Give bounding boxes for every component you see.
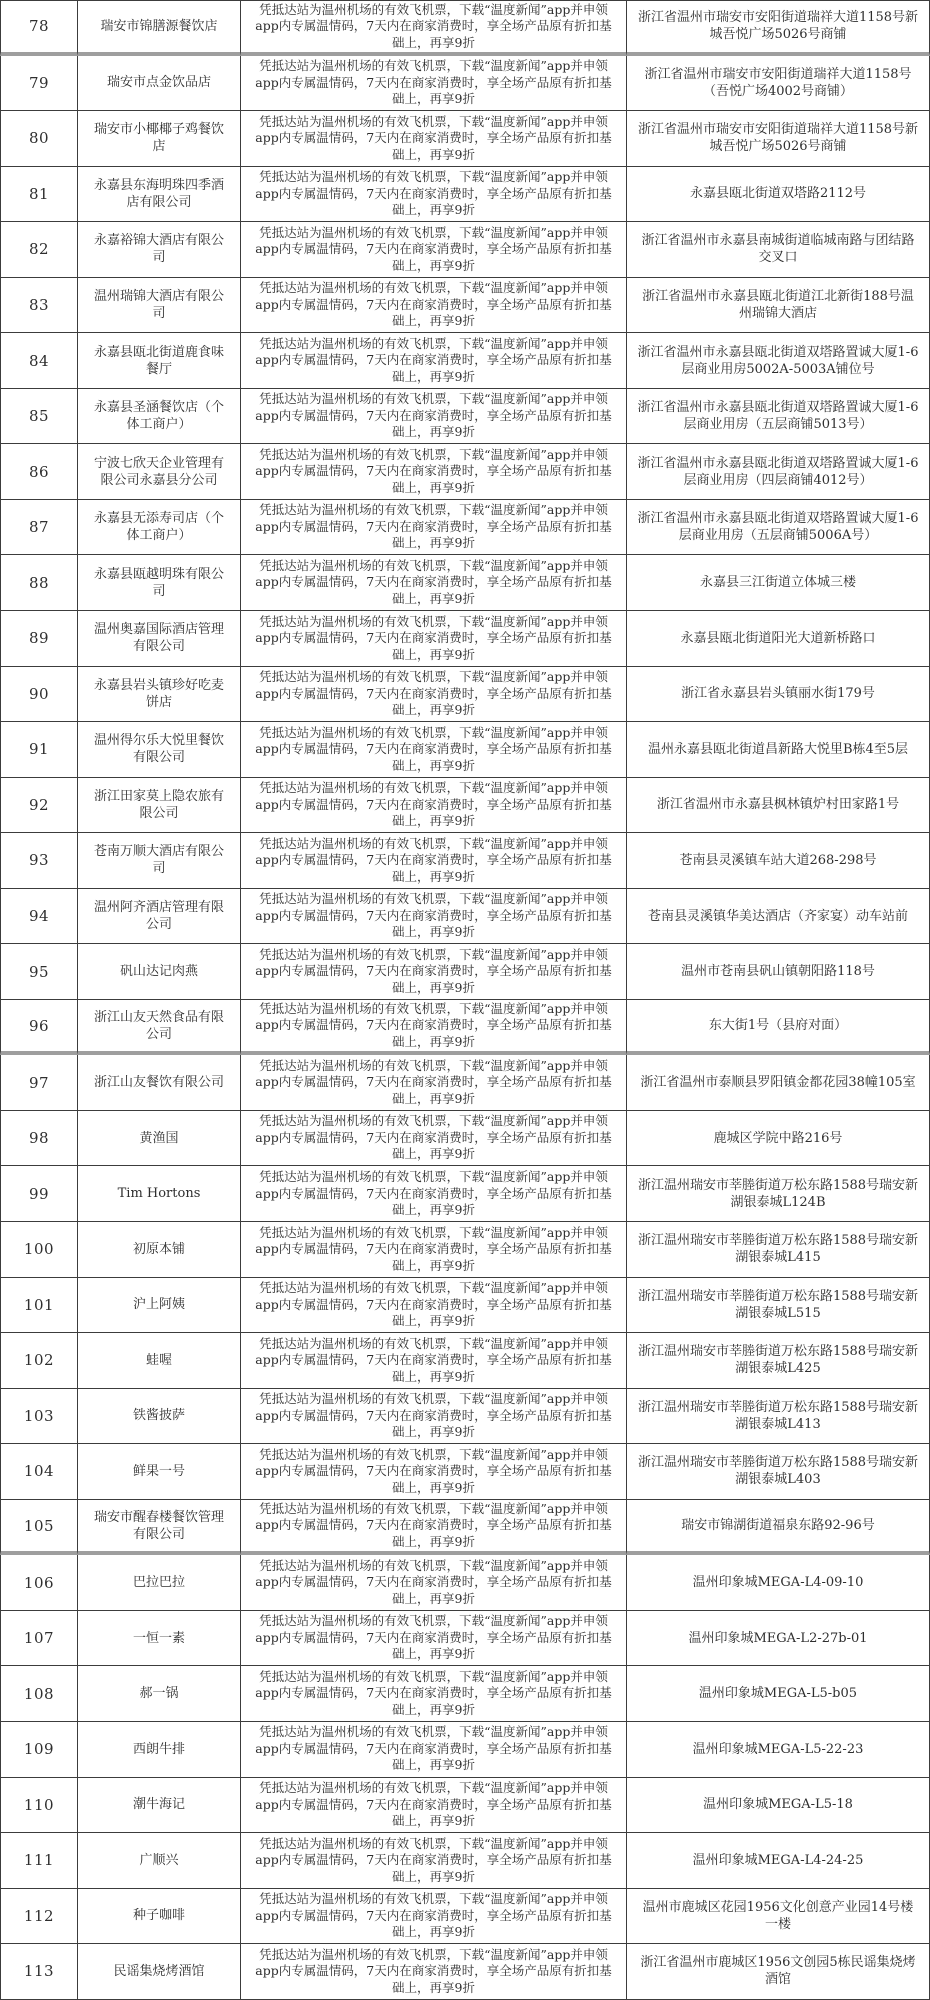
table-row — [0, 1000, 930, 1056]
offer-description-cell: 凭抵达站为温州机场的有效飞机票，下载“温度新闻”app并申领app内专属温情码，7天内在商家消费时，享全场产品原有折扣基础上，再享9折 — [241, 722, 627, 778]
offer-description-cell: 凭抵达站为温州机场的有效飞机票，下载“温度新闻”app并申领app内专属温情码，7天内在商家消费时，享全场产品原有折扣基础上，再享9折 — [241, 778, 627, 834]
row-number-cell: 80 — [0, 111, 78, 167]
merchant-name-cell: 蛙喔 — [78, 1333, 241, 1389]
row-number-cell: 99 — [0, 1166, 78, 1222]
merchant-name-cell: 沪上阿姨 — [78, 1278, 241, 1334]
table-row — [0, 1778, 930, 1834]
merchant-address-cell: 浙江省温州市瑞安市安阳街道瑞祥大道1158号新城吾悦广场5026号商铺 — [627, 111, 930, 167]
merchant-address-cell: 浙江省温州市永嘉县瓯北街道双塔路置诚大厦1-6层商业用房（五层商铺5013号） — [627, 389, 930, 445]
row-number-cell: 86 — [0, 444, 78, 500]
row-number-cell: 88 — [0, 555, 78, 611]
table-row — [0, 1666, 930, 1722]
merchant-name-cell: 永嘉县无添寿司店（个体工商户） — [78, 500, 241, 556]
row-number-cell: 100 — [0, 1222, 78, 1278]
table-row — [0, 1611, 930, 1667]
merchant-name-cell: 潮牛海记 — [78, 1778, 241, 1834]
merchant-name-cell: 宁波七欣天企业管理有限公司永嘉县分公司 — [78, 444, 241, 500]
merchant-name-cell: 巴拉巴拉 — [78, 1555, 241, 1611]
offer-description-cell: 凭抵达站为温州机场的有效飞机票，下载“温度新闻”app并申领app内专属温情码，7天内在商家消费时，享全场产品原有折扣基础上，再享9折 — [241, 0, 627, 56]
merchant-address-cell: 浙江温州瑞安市莘塍街道万松东路1588号瑞安新湖银泰城L425 — [627, 1333, 930, 1389]
offer-description-cell: 凭抵达站为温州机场的有效飞机票，下载“温度新闻”app并申领app内专属温情码，7天内在商家消费时，享全场产品原有折扣基础上，再享9折 — [241, 333, 627, 389]
table-row — [0, 778, 930, 834]
merchant-address-cell: 浙江温州瑞安市莘塍街道万松东路1588号瑞安新湖银泰城L415 — [627, 1222, 930, 1278]
row-number-cell: 98 — [0, 1111, 78, 1167]
row-number-cell: 79 — [0, 56, 78, 112]
row-number-cell: 89 — [0, 611, 78, 667]
table-row — [0, 278, 930, 334]
table-row — [0, 333, 930, 389]
table-row — [0, 1222, 930, 1278]
merchant-name-cell: 温州瑞锦大酒店有限公司 — [78, 278, 241, 334]
merchant-address-cell: 瑞安市锦湖街道福泉东路92-96号 — [627, 1500, 930, 1556]
merchant-name-cell: 鲜果一号 — [78, 1444, 241, 1500]
offer-description-cell: 凭抵达站为温州机场的有效飞机票，下载“温度新闻”app并申领app内专属温情码，7天内在商家消费时，享全场产品原有折扣基础上，再享9折 — [241, 1222, 627, 1278]
merchant-name-cell: 初原本铺 — [78, 1222, 241, 1278]
table-row — [0, 1555, 930, 1611]
offer-description-cell: 凭抵达站为温州机场的有效飞机票，下载“温度新闻”app并申领app内专属温情码，7天内在商家消费时，享全场产品原有折扣基础上，再享9折 — [241, 167, 627, 223]
table-row — [0, 0, 930, 56]
offer-description-cell: 凭抵达站为温州机场的有效飞机票，下载“温度新闻”app并申领app内专属温情码，7天内在商家消费时，享全场产品原有折扣基础上，再享9折 — [241, 833, 627, 889]
merchant-address-cell: 浙江温州瑞安市莘塍街道万松东路1588号瑞安新湖银泰城L403 — [627, 1444, 930, 1500]
row-number-cell: 85 — [0, 389, 78, 445]
merchant-address-cell: 浙江温州瑞安市莘塍街道万松东路1588号瑞安新湖银泰城L413 — [627, 1389, 930, 1445]
row-number-cell: 111 — [0, 1833, 78, 1889]
offer-description-cell: 凭抵达站为温州机场的有效飞机票，下载“温度新闻”app并申领app内专属温情码，7天内在商家消费时，享全场产品原有折扣基础上，再享9折 — [241, 500, 627, 556]
offer-description-cell: 凭抵达站为温州机场的有效飞机票，下载“温度新闻”app并申领app内专属温情码，7天内在商家消费时，享全场产品原有折扣基础上，再享9折 — [241, 1555, 627, 1611]
row-number-cell: 105 — [0, 1500, 78, 1556]
row-number-cell: 90 — [0, 667, 78, 723]
merchant-name-cell: 民谣集烧烤酒馆 — [78, 1944, 241, 2000]
merchant-address-cell: 浙江省温州市瑞安市安阳街道瑞祥大道1158号（吾悦广场4002号商铺） — [627, 56, 930, 112]
offer-description-cell: 凭抵达站为温州机场的有效飞机票，下载“温度新闻”app并申领app内专属温情码，7天内在商家消费时，享全场产品原有折扣基础上，再享9折 — [241, 1889, 627, 1945]
table-row — [0, 222, 930, 278]
merchant-name-cell: 永嘉县东海明珠四季酒店有限公司 — [78, 167, 241, 223]
offer-description-cell: 凭抵达站为温州机场的有效飞机票，下载“温度新闻”app并申领app内专属温情码，7天内在商家消费时，享全场产品原有折扣基础上，再享9折 — [241, 111, 627, 167]
row-number-cell: 110 — [0, 1778, 78, 1834]
merchant-address-cell: 永嘉县瓯北街道双塔路2112号 — [627, 167, 930, 223]
merchant-address-cell: 浙江省温州市泰顺县罗阳镇金都花园38幢105室 — [627, 1055, 930, 1111]
merchant-name-cell: 永嘉裕锦大酒店有限公司 — [78, 222, 241, 278]
row-number-cell: 108 — [0, 1666, 78, 1722]
offer-description-cell: 凭抵达站为温州机场的有效飞机票，下载“温度新闻”app并申领app内专属温情码，7天内在商家消费时，享全场产品原有折扣基础上，再享9折 — [241, 389, 627, 445]
row-number-cell: 94 — [0, 889, 78, 945]
merchant-address-cell: 永嘉县瓯北街道阳光大道新桥路口 — [627, 611, 930, 667]
table-row — [0, 1055, 930, 1111]
merchant-name-cell: 永嘉县圣涵餐饮店（个体工商户） — [78, 389, 241, 445]
offer-description-cell: 凭抵达站为温州机场的有效飞机票，下载“温度新闻”app并申领app内专属温情码，7天内在商家消费时，享全场产品原有折扣基础上，再享9折 — [241, 1611, 627, 1667]
table-row — [0, 667, 930, 723]
merchant-name-cell: 一恒一素 — [78, 1611, 241, 1667]
row-number-cell: 112 — [0, 1889, 78, 1945]
row-number-cell: 101 — [0, 1278, 78, 1334]
row-number-cell: 97 — [0, 1055, 78, 1111]
merchant-name-cell: 西朗牛排 — [78, 1722, 241, 1778]
offer-description-cell: 凭抵达站为温州机场的有效飞机票，下载“温度新闻”app并申领app内专属温情码，7天内在商家消费时，享全场产品原有折扣基础上，再享9折 — [241, 1500, 627, 1556]
table-row — [0, 1166, 930, 1222]
row-number-cell: 81 — [0, 167, 78, 223]
merchant-address-cell: 浙江省温州市永嘉县瓯北街道双塔路置诚大厦1-6层商业用房5002A-5003A铺位号 — [627, 333, 930, 389]
table-row — [0, 833, 930, 889]
table-row — [0, 1389, 930, 1445]
offer-description-cell: 凭抵达站为温州机场的有效飞机票，下载“温度新闻”app并申领app内专属温情码，7天内在商家消费时，享全场产品原有折扣基础上，再享9折 — [241, 278, 627, 334]
row-number-cell: 78 — [0, 0, 78, 56]
merchant-address-cell: 浙江省温州市永嘉县瓯北街道江北新街188号温州瑞锦大酒店 — [627, 278, 930, 334]
merchant-name-cell: 温州得尔乐大悦里餐饮有限公司 — [78, 722, 241, 778]
row-number-cell: 87 — [0, 500, 78, 556]
table-row — [0, 1278, 930, 1334]
merchant-address-cell: 鹿城区学院中路216号 — [627, 1111, 930, 1167]
offer-description-cell: 凭抵达站为温州机场的有效飞机票，下载“温度新闻”app并申领app内专属温情码，7天内在商家消费时，享全场产品原有折扣基础上，再享9折 — [241, 555, 627, 611]
merchant-address-cell: 浙江省温州市永嘉县南城街道临城南路与团结路交叉口 — [627, 222, 930, 278]
row-number-cell: 84 — [0, 333, 78, 389]
table-row — [0, 444, 930, 500]
merchant-address-cell: 浙江省温州市永嘉县瓯北街道双塔路置诚大厦1-6层商业用房（四层商铺4012号） — [627, 444, 930, 500]
merchant-address-cell: 温州印象城MEGA-L5-b05 — [627, 1666, 930, 1722]
merchant-address-cell: 浙江温州瑞安市莘塍街道万松东路1588号瑞安新湖银泰城L124B — [627, 1166, 930, 1222]
row-number-cell: 92 — [0, 778, 78, 834]
merchant-name-cell: 浙江山友天然食品有限公司 — [78, 1000, 241, 1056]
row-number-cell: 104 — [0, 1444, 78, 1500]
merchant-name-cell: 种子咖啡 — [78, 1889, 241, 1945]
row-number-cell: 95 — [0, 944, 78, 1000]
offer-description-cell: 凭抵达站为温州机场的有效飞机票，下载“温度新闻”app并申领app内专属温情码，7天内在商家消费时，享全场产品原有折扣基础上，再享9折 — [241, 444, 627, 500]
merchant-address-cell: 温州印象城MEGA-L5-22-23 — [627, 1722, 930, 1778]
offer-description-cell: 凭抵达站为温州机场的有效飞机票，下载“温度新闻”app并申领app内专属温情码，7天内在商家消费时，享全场产品原有折扣基础上，再享9折 — [241, 1278, 627, 1334]
table-row — [0, 500, 930, 556]
merchant-name-cell: 温州奥嘉国际酒店管理有限公司 — [78, 611, 241, 667]
table-row — [0, 722, 930, 778]
table-row — [0, 1722, 930, 1778]
table-row — [0, 555, 930, 611]
row-number-cell: 106 — [0, 1555, 78, 1611]
row-number-cell: 82 — [0, 222, 78, 278]
merchant-address-cell: 苍南县灵溪镇华美达酒店（齐家宴）动车站前 — [627, 889, 930, 945]
merchant-address-cell: 永嘉县三江街道立体城三楼 — [627, 555, 930, 611]
offer-description-cell: 凭抵达站为温州机场的有效飞机票，下载“温度新闻”app并申领app内专属温情码，7天内在商家消费时，享全场产品原有折扣基础上，再享9折 — [241, 944, 627, 1000]
merchant-address-cell: 东大街1号（县府对面） — [627, 1000, 930, 1056]
table-row — [0, 111, 930, 167]
merchant-address-cell: 苍南县灵溪镇车站大道268-298号 — [627, 833, 930, 889]
table-row — [0, 1333, 930, 1389]
table-row — [0, 1889, 930, 1945]
offer-description-cell: 凭抵达站为温州机场的有效飞机票，下载“温度新闻”app并申领app内专属温情码，7天内在商家消费时，享全场产品原有折扣基础上，再享9折 — [241, 222, 627, 278]
merchant-name-cell: 矾山达记肉燕 — [78, 944, 241, 1000]
row-number-cell: 96 — [0, 1000, 78, 1056]
merchant-address-cell: 浙江省温州市鹿城区1956文创园5栋民谣集烧烤酒馆 — [627, 1944, 930, 2000]
row-number-cell: 109 — [0, 1722, 78, 1778]
merchant-name-cell: 瑞安市锦膳源餐饮店 — [78, 0, 241, 56]
merchant-address-cell: 温州印象城MEGA-L2-27b-01 — [627, 1611, 930, 1667]
merchant-address-cell: 浙江省温州市瑞安市安阳街道瑞祥大道1158号新城吾悦广场5026号商铺 — [627, 0, 930, 56]
merchant-address-cell: 温州市苍南县矾山镇朝阳路118号 — [627, 944, 930, 1000]
offer-description-cell: 凭抵达站为温州机场的有效飞机票，下载“温度新闻”app并申领app内专属温情码，7天内在商家消费时，享全场产品原有折扣基础上，再享9折 — [241, 1389, 627, 1445]
merchant-name-cell: 苍南万顺大酒店有限公司 — [78, 833, 241, 889]
offer-description-cell: 凭抵达站为温州机场的有效飞机票，下载“温度新闻”app并申领app内专属温情码，7天内在商家消费时，享全场产品原有折扣基础上，再享9折 — [241, 889, 627, 945]
row-number-cell: 83 — [0, 278, 78, 334]
table-row — [0, 167, 930, 223]
merchant-name-cell: 瑞安市醒春楼餐饮管理有限公司 — [78, 1500, 241, 1556]
offer-description-cell: 凭抵达站为温州机场的有效飞机票，下载“温度新闻”app并申领app内专属温情码，7天内在商家消费时，享全场产品原有折扣基础上，再享9折 — [241, 1333, 627, 1389]
merchant-address-cell: 浙江省温州市永嘉县瓯北街道双塔路置诚大厦1-6层商业用房（五层商铺5006A号） — [627, 500, 930, 556]
merchant-name-cell: 浙江田家莫上隐农旅有限公司 — [78, 778, 241, 834]
merchant-name-cell: 永嘉县瓯越明珠有限公司 — [78, 555, 241, 611]
merchant-name-cell: Tim Hortons — [78, 1166, 241, 1222]
row-number-cell: 103 — [0, 1389, 78, 1445]
offer-description-cell: 凭抵达站为温州机场的有效飞机票，下载“温度新闻”app并申领app内专属温情码，7天内在商家消费时，享全场产品原有折扣基础上，再享9折 — [241, 1722, 627, 1778]
merchant-name-cell: 广顺兴 — [78, 1833, 241, 1889]
merchant-address-cell: 温州印象城MEGA-L4-09-10 — [627, 1555, 930, 1611]
table-row — [0, 1500, 930, 1556]
row-number-cell: 113 — [0, 1944, 78, 2000]
merchant-address-cell: 浙江省温州市永嘉县枫林镇炉村田家路1号 — [627, 778, 930, 834]
row-number-cell: 107 — [0, 1611, 78, 1667]
merchant-name-cell: 黄渔国 — [78, 1111, 241, 1167]
offer-description-cell: 凭抵达站为温州机场的有效飞机票，下载“温度新闻”app并申领app内专属温情码，7天内在商家消费时，享全场产品原有折扣基础上，再享9折 — [241, 1944, 627, 2000]
merchant-address-cell: 浙江温州瑞安市莘塍街道万松东路1588号瑞安新湖银泰城L515 — [627, 1278, 930, 1334]
table-row — [0, 1111, 930, 1167]
merchant-address-cell: 温州印象城MEGA-L5-18 — [627, 1778, 930, 1834]
offer-description-cell: 凭抵达站为温州机场的有效飞机票，下载“温度新闻”app并申领app内专属温情码，7天内在商家消费时，享全场产品原有折扣基础上，再享9折 — [241, 1778, 627, 1834]
offer-description-cell: 凭抵达站为温州机场的有效飞机票，下载“温度新闻”app并申领app内专属温情码，7天内在商家消费时，享全场产品原有折扣基础上，再享9折 — [241, 1166, 627, 1222]
offer-description-cell: 凭抵达站为温州机场的有效飞机票，下载“温度新闻”app并申领app内专属温情码，7天内在商家消费时，享全场产品原有折扣基础上，再享9折 — [241, 1666, 627, 1722]
offer-description-cell: 凭抵达站为温州机场的有效飞机票，下载“温度新闻”app并申领app内专属温情码，7天内在商家消费时，享全场产品原有折扣基础上，再享9折 — [241, 1833, 627, 1889]
table-row — [0, 1444, 930, 1500]
merchant-address-cell: 温州市鹿城区花园1956文化创意产业园14号楼一楼 — [627, 1889, 930, 1945]
merchant-name-cell: 铁酱披萨 — [78, 1389, 241, 1445]
merchant-address-cell: 温州印象城MEGA-L4-24-25 — [627, 1833, 930, 1889]
offer-description-cell: 凭抵达站为温州机场的有效飞机票，下载“温度新闻”app并申领app内专属温情码，7天内在商家消费时，享全场产品原有折扣基础上，再享9折 — [241, 1055, 627, 1111]
table-row — [0, 56, 930, 112]
table-row — [0, 1833, 930, 1889]
row-number-cell: 91 — [0, 722, 78, 778]
offer-description-cell: 凭抵达站为温州机场的有效飞机票，下载“温度新闻”app并申领app内专属温情码，7天内在商家消费时，享全场产品原有折扣基础上，再享9折 — [241, 1444, 627, 1500]
offer-description-cell: 凭抵达站为温州机场的有效飞机票，下载“温度新闻”app并申领app内专属温情码，7天内在商家消费时，享全场产品原有折扣基础上，再享9折 — [241, 1000, 627, 1056]
table-row — [0, 1944, 930, 2000]
merchant-name-cell: 郝一锅 — [78, 1666, 241, 1722]
offer-description-cell: 凭抵达站为温州机场的有效飞机票，下载“温度新闻”app并申领app内专属温情码，7天内在商家消费时，享全场产品原有折扣基础上，再享9折 — [241, 1111, 627, 1167]
merchant-address-cell: 温州永嘉县瓯北街道昌新路大悦里B栋4至5层 — [627, 722, 930, 778]
merchant-name-cell: 永嘉县瓯北街道鹿食味餐厅 — [78, 333, 241, 389]
merchant-name-cell: 瑞安市点金饮品店 — [78, 56, 241, 112]
offer-description-cell: 凭抵达站为温州机场的有效飞机票，下载“温度新闻”app并申领app内专属温情码，7天内在商家消费时，享全场产品原有折扣基础上，再享9折 — [241, 56, 627, 112]
merchant-name-cell: 瑞安市小椰椰子鸡餐饮店 — [78, 111, 241, 167]
merchant-name-cell: 浙江山友餐饮有限公司 — [78, 1055, 241, 1111]
row-number-cell: 102 — [0, 1333, 78, 1389]
merchant-name-cell: 温州阿齐酒店管理有限公司 — [78, 889, 241, 945]
merchant-name-cell: 永嘉县岩头镇珍好吃麦饼店 — [78, 667, 241, 723]
table-row — [0, 611, 930, 667]
offer-description-cell: 凭抵达站为温州机场的有效飞机票，下载“温度新闻”app并申领app内专属温情码，7天内在商家消费时，享全场产品原有折扣基础上，再享9折 — [241, 667, 627, 723]
table-row — [0, 389, 930, 445]
merchant-address-cell: 浙江省永嘉县岩头镇丽水街179号 — [627, 667, 930, 723]
row-number-cell: 93 — [0, 833, 78, 889]
table-row — [0, 944, 930, 1000]
table-row — [0, 889, 930, 945]
offer-description-cell: 凭抵达站为温州机场的有效飞机票，下载“温度新闻”app并申领app内专属温情码，7天内在商家消费时，享全场产品原有折扣基础上，再享9折 — [241, 611, 627, 667]
